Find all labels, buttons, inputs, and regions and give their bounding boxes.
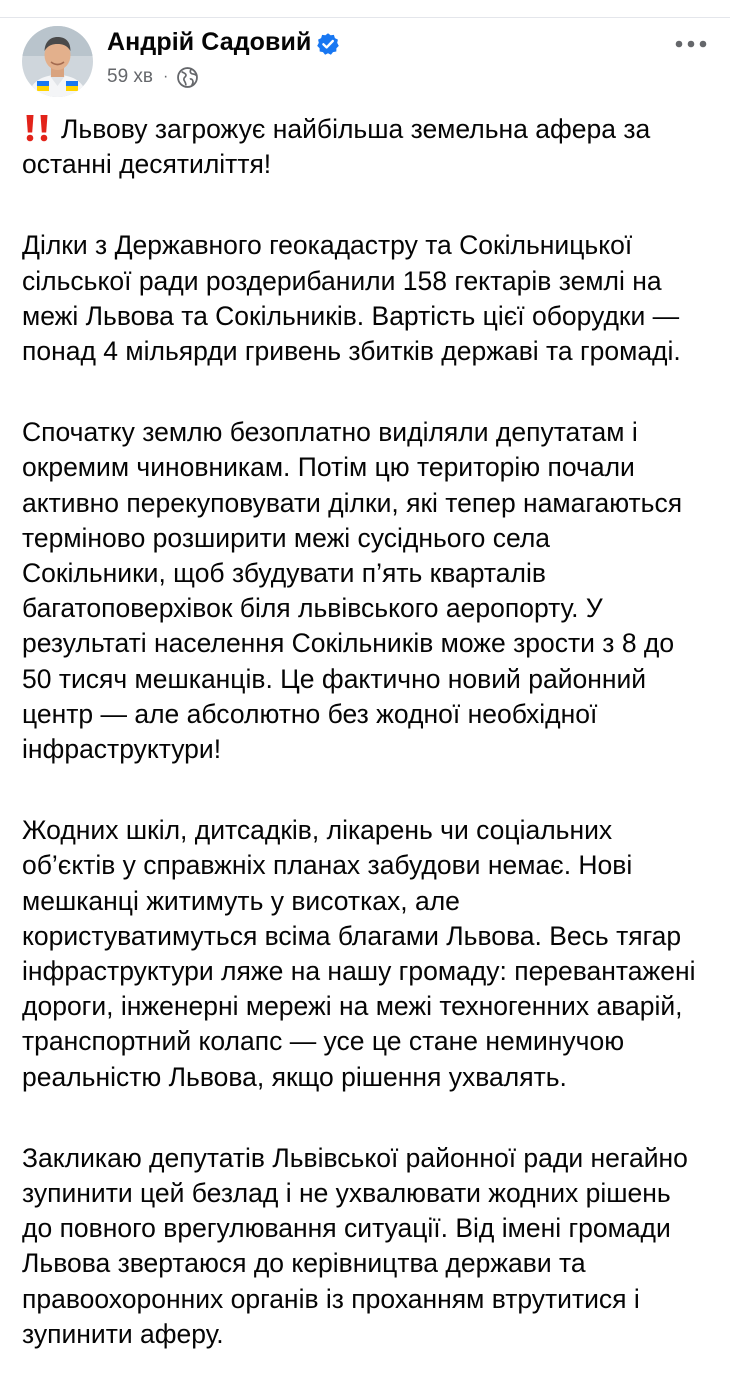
post-timestamp[interactable]: 59 хв [107,66,154,87]
text-line: Ділки з Державного геокадастру та Сокільницької [22,230,633,261]
text-line: мешканці житимуть у висотках, але [22,885,460,916]
text-line: багатоповерхівок біля львівського аеропорту. У [22,593,603,624]
author-name[interactable]: Андрій Садовий [107,28,312,56]
globe-icon[interactable] [177,67,198,88]
text-line: інфраструктури! [22,734,222,765]
text-line: до повного врегулювання ситуації. Від імені громади [22,1213,671,1244]
text-line: інфраструктури ляже на нашу громаду: перевантажені [22,956,696,987]
text-line: Закликаю депутатів Львівської районної ради негайно [22,1142,688,1173]
text-line: зупинити аферу. [22,1318,224,1349]
post-header [0,18,730,104]
text-line: Сокільники, щоб збудувати п’ять кварталів [22,558,546,589]
text-line: користуватимуться всіма благами Львова. Весь тягар [22,920,682,951]
text-line: дороги, інженерні мережі на межі техногенних аварій, [22,991,683,1022]
text-line: правоохоронних органів із проханням втрутитися і [22,1283,640,1314]
text-line: сільської ради роздерибанили 158 гектарів землі на [22,265,662,296]
text-line: Спочатку землю безоплатно виділяли депутатам і [22,417,638,448]
post-paragraph-5 [22,1141,722,1352]
post-meta [107,64,198,90]
double-exclamation-icon [22,114,52,142]
meta-separator: · [163,68,169,85]
text-line: понад 4 мільярди гривень збитків державі та громаді. [22,336,681,367]
text-line: транспортний колапс — усе це стане неминучою [22,1026,625,1057]
post-text [22,112,722,1398]
text-line: об’єктів у справжніх планах забудови немає. Нові [22,850,633,881]
more-options-button[interactable] [666,26,716,56]
more-horizontal-icon [666,26,716,56]
author-avatar[interactable] [22,26,93,97]
post-paragraph-2 [22,228,722,369]
text-line: Львову загрожує найбільша земельна афера за [22,112,722,147]
verified-badge-icon [316,32,340,56]
text-line: окремим чиновникам. Потім цю територію почали [22,452,635,483]
text-line: реальністю Львова, якщо рішення ухвалять. [22,1061,567,1092]
text-line: центр — але абсолютно без жодної необхідної [22,698,598,729]
text-line: останні десятиліття! [22,149,272,180]
text-line: результаті населення Сокільників може зрости з 8 до [22,628,675,659]
post-paragraph-4 [22,813,722,1095]
post-paragraph-1 [22,112,722,182]
post-paragraph-3 [22,415,722,767]
text-line: Жодних шкіл, дитсадків, лікарень чи соціальних [22,815,613,846]
text-line: активно перекуповувати ділки, які тепер намагаються [22,487,683,518]
text-line: межі Львова та Сокільників. Вартість цієї оборудки — [22,300,680,331]
text-line: терміново розширити межі сусіднього села [22,522,551,553]
text-line: зупинити цей безлад і не ухвалювати жодних рішень [22,1178,671,1209]
text-line: Львова звертаюся до керівництва держави та [22,1248,586,1279]
text-line: 50 тисяч мешканців. Це фактично новий районний [22,663,647,694]
avatar-photo [22,26,93,97]
